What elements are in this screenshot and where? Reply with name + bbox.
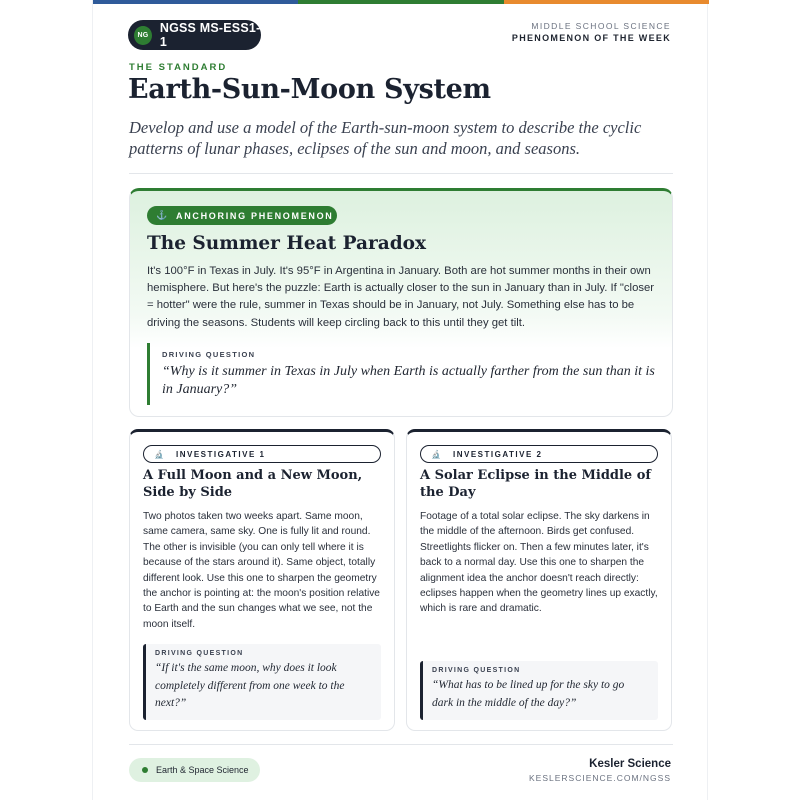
driving-question-label: DRIVING QUESTION [155,650,244,657]
investigative-card-2 [406,429,672,731]
investigative-driving-question [420,661,658,720]
color-strip-orange [504,0,709,4]
anchor-driving-question [147,343,657,405]
header-series: PHENOMENON OF THE WEEK [511,33,671,43]
anchor-title: The Summer Heat Paradox [147,233,427,254]
driving-question-text: “Why is it summer in Texas in July when Earth is actually farther from the sun than it is in January?” [162,364,655,397]
ngss-logo-icon: NG [134,26,152,45]
tag-dot-icon [142,767,148,773]
driving-question-text: “If it's the same moon, why does it look completely different from one week to the next?” [155,662,345,709]
color-strip-blue [93,0,298,4]
anchor-icon: ⚓ [156,210,168,220]
driving-question-label: DRIVING QUESTION [432,667,521,674]
header-eyebrow: MIDDLE SCHOOL SCIENCE [531,21,671,31]
standard-eyebrow: THE STANDARD [129,62,228,73]
investigative-body: Footage of a total solar eclipse. The sky darkens in the middle of the afternoon. Birds get confused. Streetlights flicker on. Then a few minutes later, it's back to a normal day. Use this one to sharpen the alignment idea the anchor doesn't reach directly: eclipses happen when the geometry lines up exactly, which is rare and dramatic. [420,511,658,615]
brand-name: Kesler Science [589,758,671,770]
footer-divider [129,744,673,745]
anchoring-badge [147,206,337,225]
investigative-body: Two photos taken two weeks apart. Same moon, same camera, same sky. One is fully lit and round. The other is invisible (you can only tell where it is because of the stars around it). Same object, totally different look. Use this one to sharpen the geometry the anchor is pointing at: the moon's position relative to Earth and the sun changes what we see, not the moon itself. [143,511,380,630]
investigative-card-1 [129,429,395,731]
microscope-icon: 🔬 [154,449,164,459]
standard-code-badge [128,20,261,50]
brand-url[interactable]: KESLERSCIENCE.COM/NGSS [529,773,671,783]
anchoring-label: ANCHORING PHENOMENON [176,210,334,221]
page-title: Earth-Sun-Moon System [128,74,491,105]
anchor-body: It's 100°F in Texas in July. It's 95°F in Argentina in January. Both are hot summer months in their own hemisphere. But here's the puzzle: Earth is actually closer to the sun in January than in July. If "closer = hotter" were the rule, summer in Texas should be in January, not July. Something else has to be driving the seasons. Students will keep circling back to this until they get tilt. [147,265,655,329]
investigative-badge [143,445,381,463]
investigative-title: A Full Moon and a New Moon, Side by Side [143,468,363,500]
color-strip-green [298,0,503,4]
driving-question-label: DRIVING QUESTION [162,350,256,359]
standard-description: Develop and use a model of the Earth-sun-moon system to describe the cyclic patterns of lunar phases, eclipses of the sun and moon, and seasons. [129,118,642,158]
color-strip [93,0,709,4]
divider [129,173,673,174]
microscope-icon: 🔬 [431,449,441,459]
investigative-badge [420,445,658,463]
investigative-title: A Solar Eclipse in the Middle of the Day [420,468,651,500]
anchoring-phenomenon-card [129,188,673,417]
investigative-label: INVESTIGATIVE 1 [176,449,266,459]
worksheet-page [92,0,708,800]
subject-tag [129,758,260,782]
driving-question-text: “What has to be lined up for the sky to go dark in the middle of the day?” [432,679,625,709]
standard-code: NGSS MS-ESS1-1 [159,21,261,49]
subject-tag-label: Earth & Space Science [156,765,249,775]
investigative-label: INVESTIGATIVE 2 [453,449,543,459]
investigative-driving-question [143,644,381,720]
